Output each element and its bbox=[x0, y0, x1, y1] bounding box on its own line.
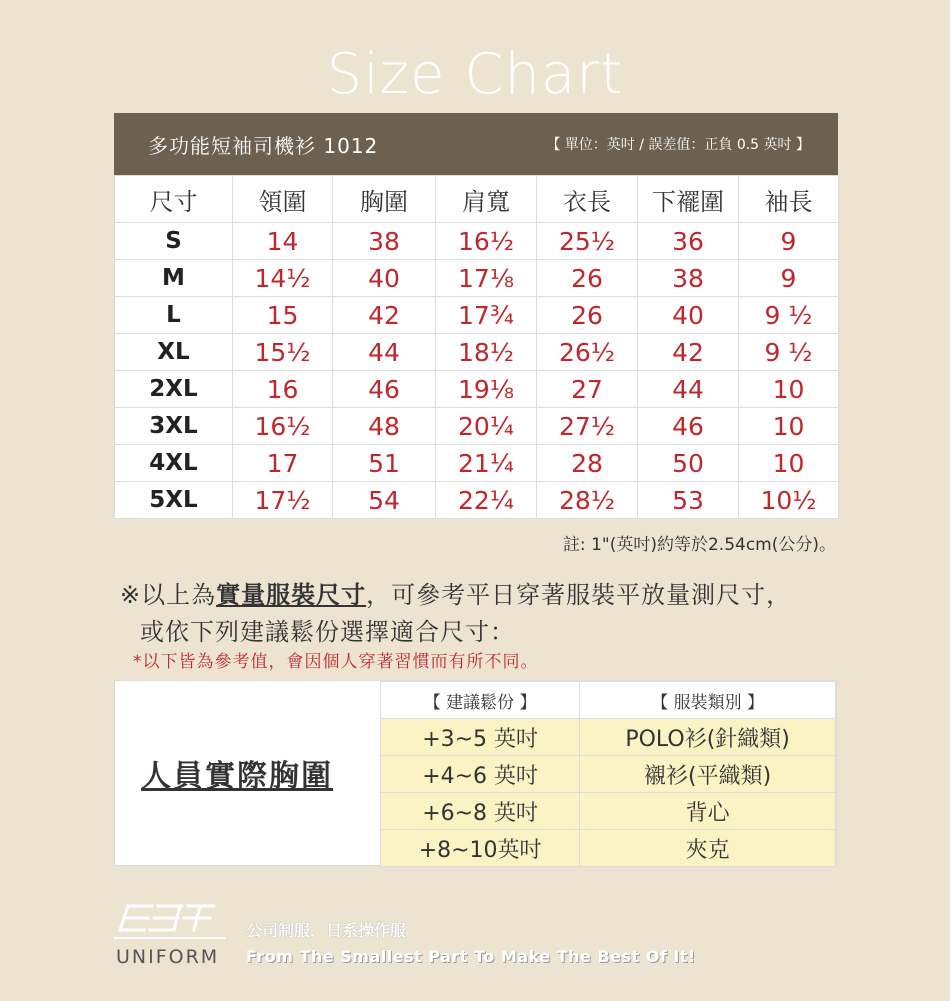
ease-cell: +4~6 英吋 bbox=[381, 756, 580, 793]
measurement-cell: 17¾ bbox=[436, 297, 537, 334]
column-header: 衣長 bbox=[537, 176, 638, 223]
measurement-cell: 27 bbox=[537, 371, 638, 408]
measurement-cell: 17½ bbox=[233, 482, 333, 519]
measurement-cell: 14½ bbox=[233, 260, 333, 297]
advice-prefix: ※以上為 bbox=[120, 581, 217, 609]
advice-disclaimer: *以下皆為參考值，會因個人穿著習慣而有所不同。 bbox=[133, 652, 539, 672]
measurement-cell: 10 bbox=[739, 445, 839, 482]
measurement-cell: 40 bbox=[638, 297, 739, 334]
measurement-cell: 16 bbox=[233, 371, 333, 408]
measurement-cell: 54 bbox=[333, 482, 436, 519]
measurement-cell: 15 bbox=[233, 297, 333, 334]
measurement-cell: 50 bbox=[638, 445, 739, 482]
measurement-cell: 25½ bbox=[537, 223, 638, 260]
garment-type-cell: 夾克 bbox=[580, 830, 836, 867]
actual-chest-label: 人員實際胸圍 bbox=[141, 759, 333, 794]
fit-grid bbox=[380, 681, 836, 867]
column-header: 領圍 bbox=[233, 176, 333, 223]
size-row bbox=[115, 482, 839, 519]
measurement-cell: 44 bbox=[638, 371, 739, 408]
size-grid-header-row bbox=[115, 176, 839, 223]
size-label-cell: 4XL bbox=[115, 445, 233, 482]
column-header: 尺寸 bbox=[115, 176, 233, 223]
size-row bbox=[115, 223, 839, 260]
measurement-cell: 9 ½ bbox=[739, 334, 839, 371]
measurement-cell: 17⅛ bbox=[436, 260, 537, 297]
measurement-cell: 38 bbox=[638, 260, 739, 297]
size-row bbox=[115, 297, 839, 334]
size-label-cell: L bbox=[115, 297, 233, 334]
column-header: 袖長 bbox=[739, 176, 839, 223]
measurement-cell: 53 bbox=[638, 482, 739, 519]
column-header: 肩寬 bbox=[436, 176, 537, 223]
column-header: 胸圍 bbox=[333, 176, 436, 223]
garment-type-cell: 襯衫(平織類) bbox=[580, 756, 836, 793]
measurement-cell: 48 bbox=[333, 408, 436, 445]
measurement-cell: 40 bbox=[333, 260, 436, 297]
brand-logo-text: UNIFORM bbox=[116, 946, 220, 968]
measurement-cell: 15½ bbox=[233, 334, 333, 371]
size-row bbox=[115, 260, 839, 297]
footnote: 註: 1"(英吋)約等於2.54cm(公分)。 bbox=[562, 535, 836, 555]
fit-recommendation-table bbox=[114, 680, 837, 866]
measurement-cell: 28½ bbox=[537, 482, 638, 519]
measurement-cell: 26½ bbox=[537, 334, 638, 371]
measurement-cell: 44 bbox=[333, 334, 436, 371]
size-row bbox=[115, 371, 839, 408]
measurement-cell: 28 bbox=[537, 445, 638, 482]
measurement-cell: 42 bbox=[333, 297, 436, 334]
size-label-cell: M bbox=[115, 260, 233, 297]
advice-line-1 bbox=[120, 575, 791, 610]
ease-cell: +3~5 英吋 bbox=[381, 719, 580, 756]
ease-cell: +6~8 英吋 bbox=[381, 793, 580, 830]
fit-column-header: 【 服裝類別 】 bbox=[580, 682, 836, 719]
brand-tagline-en: From The Smallest Part To Make The Best Of It! bbox=[246, 947, 696, 966]
table-header-bar bbox=[114, 113, 838, 175]
size-row bbox=[115, 408, 839, 445]
measurement-cell: 27½ bbox=[537, 408, 638, 445]
size-label-cell: XL bbox=[115, 334, 233, 371]
measurement-cell: 26 bbox=[537, 260, 638, 297]
fit-row bbox=[381, 793, 836, 830]
measurement-cell: 46 bbox=[638, 408, 739, 445]
measurement-cell: 10 bbox=[739, 408, 839, 445]
advice-line-2: 或依下列建議鬆份選擇適合尺寸： bbox=[140, 618, 515, 646]
fit-row bbox=[381, 719, 836, 756]
size-grid bbox=[114, 175, 839, 519]
column-header: 下襬圍 bbox=[638, 176, 739, 223]
measurement-cell: 26 bbox=[537, 297, 638, 334]
fit-column-header: 【 建議鬆份 】 bbox=[381, 682, 580, 719]
size-chart-table bbox=[114, 113, 838, 519]
fit-row bbox=[381, 830, 836, 867]
garment-type-cell: POLO衫(針織類) bbox=[580, 719, 836, 756]
fit-row bbox=[381, 756, 836, 793]
size-row bbox=[115, 334, 839, 371]
brand-logo-mark bbox=[114, 898, 226, 940]
measurement-cell: 16½ bbox=[436, 223, 537, 260]
measurement-cell: 9 bbox=[739, 223, 839, 260]
size-label-cell: 5XL bbox=[115, 482, 233, 519]
measurement-cell: 16½ bbox=[233, 408, 333, 445]
measurement-cell: 42 bbox=[638, 334, 739, 371]
measurement-cell: 19⅛ bbox=[436, 371, 537, 408]
measurement-cell: 21¼ bbox=[436, 445, 537, 482]
measurement-cell: 36 bbox=[638, 223, 739, 260]
size-label-cell: 2XL bbox=[115, 371, 233, 408]
brand-tagline-cn: 公司制服．日系操作服 bbox=[246, 921, 407, 940]
size-label-cell: S bbox=[115, 223, 233, 260]
measurement-cell: 10 bbox=[739, 371, 839, 408]
measurement-cell: 10½ bbox=[739, 482, 839, 519]
measurement-cell: 20¼ bbox=[436, 408, 537, 445]
advice-suffix: ，可參考平日穿著服裝平放量測尺寸， bbox=[366, 581, 792, 609]
size-row bbox=[115, 445, 839, 482]
measurement-cell: 9 bbox=[739, 260, 839, 297]
ease-cell: +8~10英吋 bbox=[381, 830, 580, 867]
measurement-cell: 38 bbox=[333, 223, 436, 260]
measurement-cell: 17 bbox=[233, 445, 333, 482]
measurement-cell: 14 bbox=[233, 223, 333, 260]
measurement-cell: 22¼ bbox=[436, 482, 537, 519]
unit-note: 【 單位：英吋 / 誤差值：正負 0.5 英吋 】 bbox=[546, 137, 810, 153]
measurement-cell: 9 ½ bbox=[739, 297, 839, 334]
fit-header-row bbox=[381, 682, 836, 719]
advice-emphasis: 實量服裝尺寸 bbox=[216, 581, 367, 609]
measurement-cell: 18½ bbox=[436, 334, 537, 371]
measurement-cell: 46 bbox=[333, 371, 436, 408]
page-title: Size Chart bbox=[326, 42, 624, 107]
measurement-cell: 51 bbox=[333, 445, 436, 482]
size-label-cell: 3XL bbox=[115, 408, 233, 445]
garment-type-cell: 背心 bbox=[580, 793, 836, 830]
product-name: 多功能短袖司機衫 1012 bbox=[148, 133, 379, 158]
